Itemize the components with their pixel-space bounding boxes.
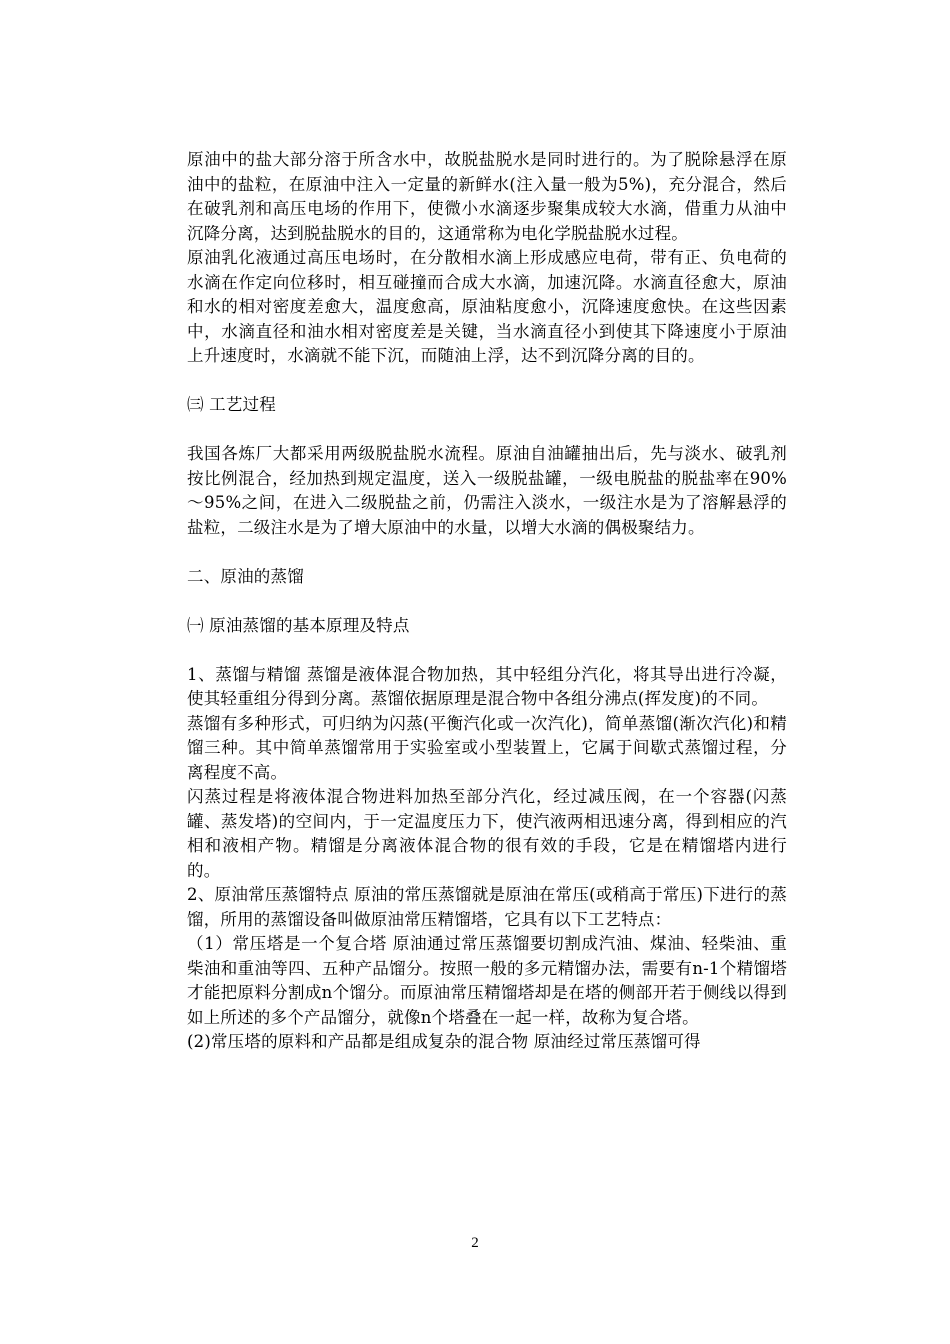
section-heading-distillation: 二、原油的蒸馏 xyxy=(187,566,304,586)
spacer xyxy=(187,418,787,443)
spacer xyxy=(187,638,787,663)
section-heading-process: ㈢ 工艺过程 xyxy=(187,395,276,414)
paragraph-desalting-principle: 原油中的盐大部分溶于所含水中，故脱盐脱水是同时进行的。为了脱除悬浮在原油中的盐粒，在原油中注入一定量的新鲜水(注入量一般为5%)，充分混合，然后在破乳剂和高压电场的作用下，使微小水滴逐步聚集成较大水滴，借重力从油中沉降分离，达到脱盐脱水的目的，这通常称为电化学脱盐脱水过程。 xyxy=(187,150,787,243)
paragraph-two-stage-desalting: 我国各炼厂大都采用两级脱盐脱水流程。原油自油罐抽出后，先与淡水、破乳剂按比例混合，经加热到规定温度，送入一级脱盐罐，一级电脱盐的脱盐率在90%～95%之间，在进入二级脱盐之前，仍需注入淡水，一级注水是为了溶解悬浮的盐粒，二级注水是为了增大原油中的水量，以增大水滴的偶极聚结力。 xyxy=(187,444,787,537)
paragraph-emulsion-electric-field: 原油乳化液通过高压电场时，在分散相水滴上形成感应电荷，带有正、负电荷的水滴在作定向位移时，相互碰撞而合成大水滴，加速沉降。水滴直径愈大，原油和水的相对密度差愈大，温度愈高，原油粘度愈小，沉降速度愈快。在这些因素中，水滴直径和油水相对密度差是关键，当水滴直径小到使其下降速度小于原油上升速度时，水滴就不能下沉，而随油上浮，达不到沉降分离的目的。 xyxy=(187,248,787,365)
spacer xyxy=(187,540,787,565)
paragraph-flash-distillation: 闪蒸过程是将液体混合物进料加热至部分汽化，经过减压阀，在一个容器(闪蒸罐、蒸发塔)的空间内，于一定温度压力下，使汽液两相迅速分离，得到相应的汽相和液相产物。精馏是分离液体混合物的很有效的手段，它是在精馏塔内进行的。 xyxy=(187,787,787,880)
document-body xyxy=(187,148,787,1055)
paragraph-complex-mixture: (2)常压塔的原料和产品都是组成复杂的混合物 原油经过常压蒸馏可得 xyxy=(187,1032,701,1051)
paragraph-distillation-rectification: 1、蒸馏与精馏 蒸馏是液体混合物加热，其中轻组分汽化，将其导出进行冷凝，使其轻重组分得到分离。蒸馏依据原理是混合物中各组分沸点(挥发度)的不同。 xyxy=(187,664,787,708)
subsection-heading-principles: ㈠ 原油蒸馏的基本原理及特点 xyxy=(187,615,410,635)
paragraph-atmospheric-distillation: 2、原油常压蒸馏特点 原油的常压蒸馏就是原油在常压(或稍高于常压)下进行的蒸馏，所用的蒸馏设备叫做原油常压精馏塔，它具有以下工艺特点： xyxy=(187,885,787,929)
paragraph-composite-tower: （1）常压塔是一个复合塔 原油通过常压蒸馏要切割成汽油、煤油、轻柴油、重柴油和重油等四、五种产品馏分。按照一般的多元精馏办法，需要有n-1个精馏塔才能把原料分割成n个馏分。而原油常压精馏塔却是在塔的侧部开若于侧线以得到如上所述的多个产品馏分，就像n个塔叠在一起一样，故称为复合塔。 xyxy=(187,934,787,1027)
paragraph-distillation-forms: 蒸馏有多种形式，可归纳为闪蒸(平衡汽化或一次汽化)，简单蒸馏(渐次汽化)和精馏三种。其中简单蒸馏常用于实验室或小型装置上，它属于间歇式蒸馏过程，分离程度不高。 xyxy=(187,713,787,782)
page-number: 2 xyxy=(471,1235,479,1251)
spacer xyxy=(187,369,787,394)
spacer xyxy=(187,589,787,614)
